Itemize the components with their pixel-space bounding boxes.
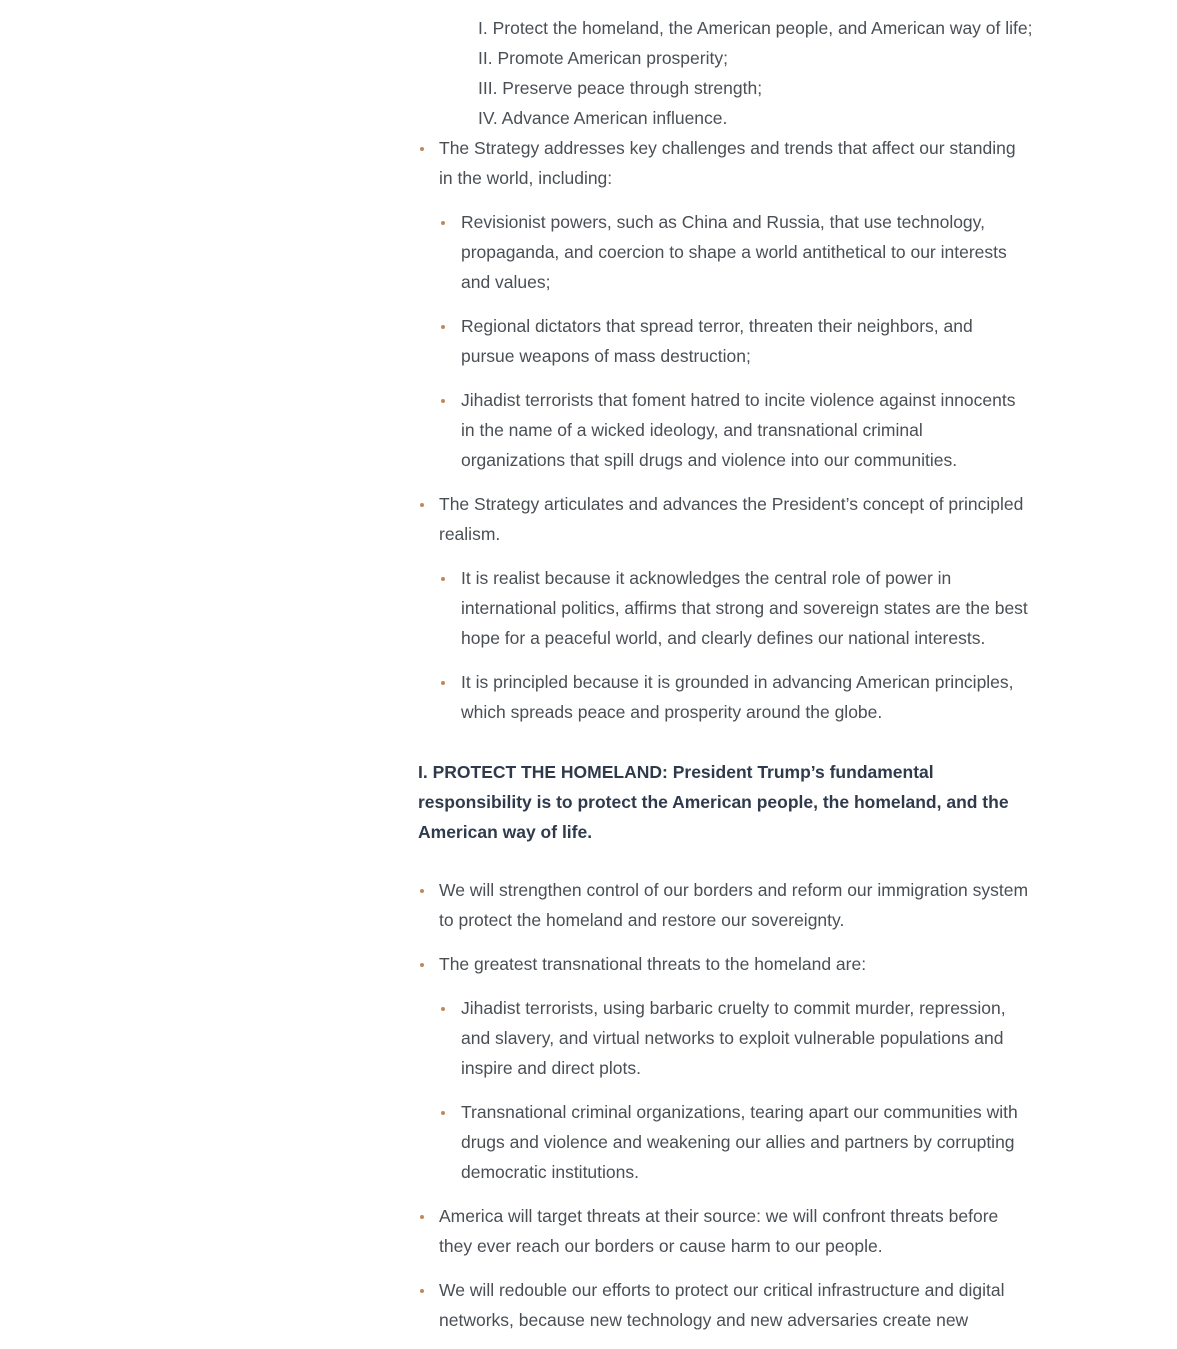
sub-list-item: Regional dictators that spread terror, threaten their neighbors, and pursue weapons of mass destruction;	[439, 311, 1030, 371]
list-item	[418, 133, 1030, 475]
sub-list-item: Jihadist terrorists that foment hatred to incite violence against innocents in the name of a wicked ideology, and transnational criminal organizations that spill drugs and violence into our communities.	[439, 385, 1030, 475]
sub-list-item: It is realist because it acknowledges the central role of power in international politics, affirms that strong and sovereign states are the best hope for a peaceful world, and clearly defines our national interests.	[439, 563, 1030, 653]
sub-list-item: Revisionist powers, such as China and Russia, that use technology, propaganda, and coercion to shape a world antithetical to our interests and values;	[439, 207, 1030, 297]
list-item-text: We will redouble our efforts to protect our critical infrastructure and digital networks, because new technology and new adversaries create new	[439, 1280, 1005, 1330]
list-item-text: The greatest transnational threats to the homeland are:	[439, 954, 867, 974]
sub-list-item: Jihadist terrorists, using barbaric cruelty to commit murder, repression, and slavery, and virtual networks to exploit vulnerable populations and inspire and direct plots.	[439, 993, 1030, 1083]
article-body	[418, 0, 1033, 1349]
sub-list	[439, 207, 1030, 475]
list-item-text: America will target threats at their source: we will confront threats before they ever reach our borders or cause harm to our people.	[439, 1206, 999, 1256]
goal-item: III. Preserve peace through strength;	[478, 78, 763, 98]
list-item	[418, 875, 1030, 935]
goal-item: II. Promote American prosperity;	[478, 48, 728, 68]
section-bullet-list	[418, 875, 1030, 1335]
list-item	[418, 489, 1030, 727]
intro-bullet-list	[418, 133, 1030, 727]
list-item	[418, 1201, 1030, 1261]
goal-item: IV. Advance American influence.	[478, 108, 728, 128]
sub-list	[439, 563, 1030, 727]
section-heading: I. PROTECT THE HOMELAND: President Trump’s fundamental responsibility is to protect the American people, the homeland, and the American way of life.	[418, 762, 1009, 842]
goals-list	[418, 0, 1033, 133]
sub-list	[439, 993, 1030, 1187]
list-item-text: The Strategy articulates and advances the President’s concept of principled realism.	[439, 494, 1024, 544]
list-item	[418, 1275, 1030, 1335]
list-item-text: We will strengthen control of our borders and reform our immigration system to protect the homeland and restore our sovereignty.	[439, 880, 1029, 930]
sub-list-item: Transnational criminal organizations, tearing apart our communities with drugs and violence and weakening our allies and partners by corrupting democratic institutions.	[439, 1097, 1030, 1187]
goal-item: I. Protect the homeland, the American people, and American way of life;	[478, 18, 1033, 38]
list-item-text: The Strategy addresses key challenges and trends that affect our standing in the world, including:	[439, 138, 1016, 188]
list-item	[418, 949, 1030, 1187]
sub-list-item: It is principled because it is grounded in advancing American principles, which spreads peace and prosperity around the globe.	[439, 667, 1030, 727]
